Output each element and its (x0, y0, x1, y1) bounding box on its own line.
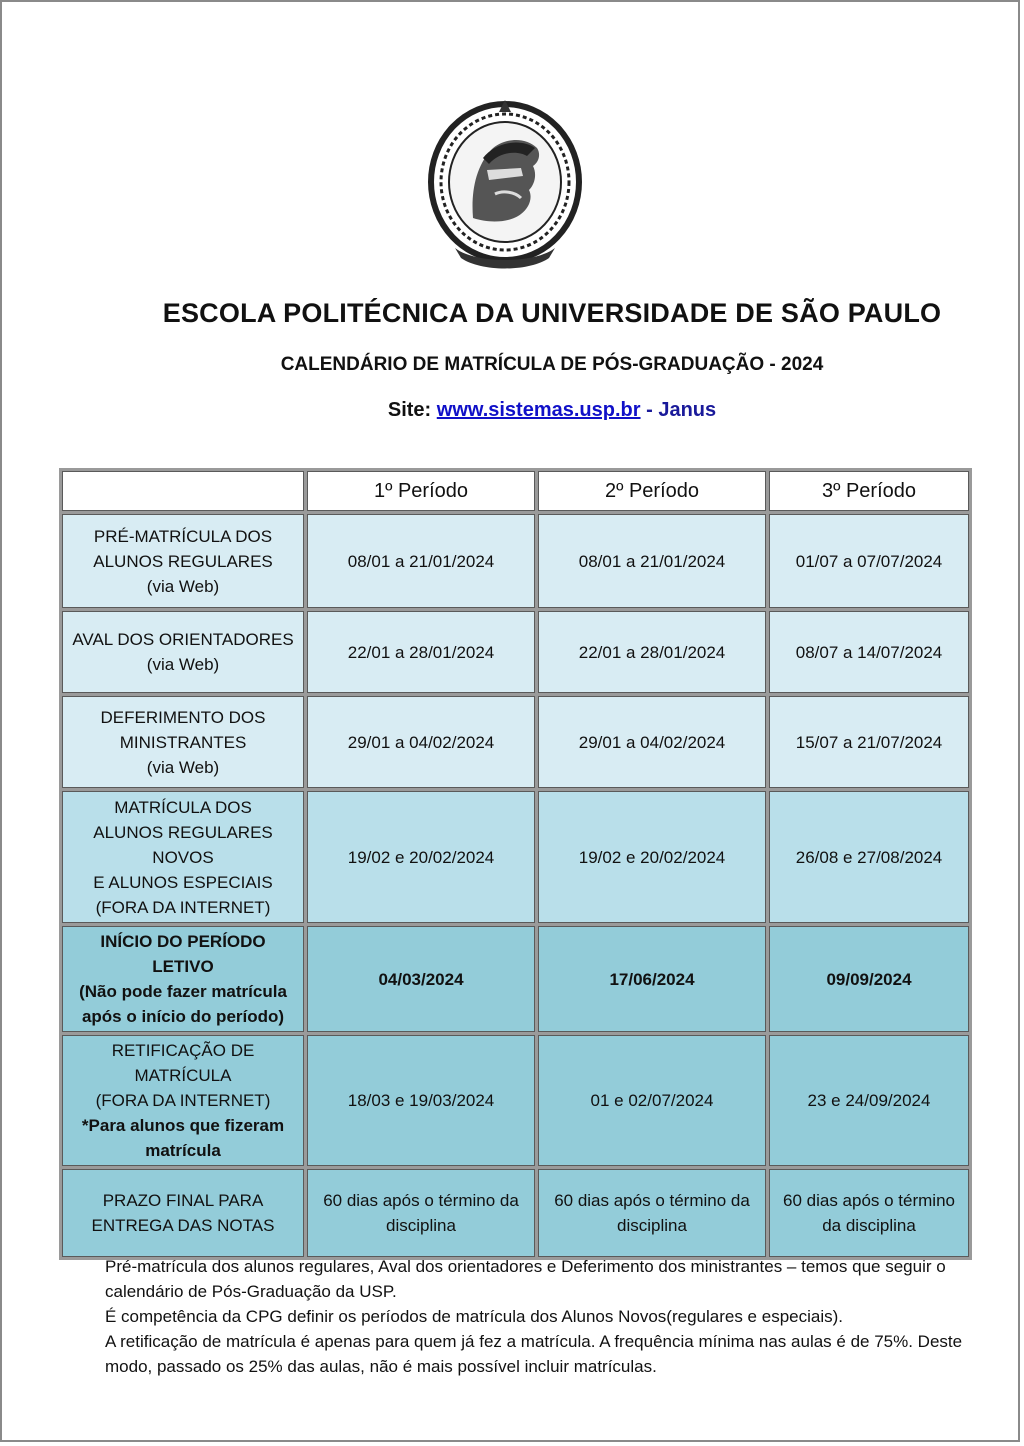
calendar-subtitle: CALENDÁRIO DE MATRÍCULA DE PÓS-GRADUAÇÃO - 2024 (280, 354, 824, 375)
column-header-period-3: 3º Período (769, 471, 969, 511)
table-cell: 19/02 e 20/02/2024 (307, 791, 535, 923)
row-label: AVAL DOS ORIENTADORES (via Web) (62, 611, 304, 693)
table-cell: 09/09/2024 (769, 926, 969, 1032)
table-cell: 01/07 a 07/07/2024 (769, 514, 969, 608)
escola-politecnica-seal-logo (425, 98, 585, 276)
note-paragraph: A retificação de matrícula é apenas para quem já fez a matrícula. A frequência mínima nas aulas é de 75%. Deste modo, passado os 25% das aulas, não é mais possível incluir matrículas. (105, 1332, 963, 1376)
table-row (62, 791, 969, 923)
site-suffix: - Janus (646, 399, 717, 421)
row-label: MATRÍCULA DOS ALUNOS REGULARES NOVOS E ALUNOS ESPECIAIS (FORA DA INTERNET) (62, 791, 304, 923)
table-cell: 01 e 02/07/2024 (538, 1035, 766, 1166)
site-line (2, 399, 1020, 422)
table-cell: 17/06/2024 (538, 926, 766, 1032)
table-cell: 04/03/2024 (307, 926, 535, 1032)
table-cell: 29/01 a 04/02/2024 (307, 696, 535, 788)
table-cell: 15/07 a 21/07/2024 (769, 696, 969, 788)
row-label: PRAZO FINAL PARA ENTREGA DAS NOTAS (62, 1169, 304, 1257)
table-row (62, 1169, 969, 1257)
note-paragraph: Pré-matrícula dos alunos regulares, Aval dos orientadores e Deferimento dos ministrantes – temos que seguir o calendário de Pós-Graduação da USP. (105, 1257, 946, 1301)
row-label: DEFERIMENTO DOS MINISTRANTES (via Web) (62, 696, 304, 788)
table-cell: 22/01 a 28/01/2024 (307, 611, 535, 693)
notes-section (105, 1254, 965, 1379)
row-label: PRÉ-MATRÍCULA DOS ALUNOS REGULARES (via Web) (62, 514, 304, 608)
table-header-row (62, 471, 969, 511)
table-row (62, 514, 969, 608)
table-cell: 19/02 e 20/02/2024 (538, 791, 766, 923)
table-cell: 60 dias após o término da disciplina (769, 1169, 969, 1257)
table-cell: 22/01 a 28/01/2024 (538, 611, 766, 693)
table-row (62, 611, 969, 693)
site-label: Site: (387, 399, 432, 421)
row-label: INÍCIO DO PERÍODO LETIVO (Não pode fazer matrícula após o início do período) (62, 926, 304, 1032)
column-header-empty (62, 471, 304, 511)
column-header-period-1: 1º Período (307, 471, 535, 511)
note-paragraph: É competência da CPG definir os períodos de matrícula dos Alunos Novos(regulares e especiais). (105, 1307, 843, 1326)
enrollment-calendar-table (59, 468, 972, 1260)
table-cell: 08/01 a 21/01/2024 (307, 514, 535, 608)
table-row (62, 926, 969, 1032)
table-row (62, 1035, 969, 1166)
site-link[interactable]: www.sistemas.usp.br (436, 399, 641, 421)
table-cell: 60 dias após o término da disciplina (307, 1169, 535, 1257)
table-cell: 23 e 24/09/2024 (769, 1035, 969, 1166)
table-cell: 60 dias após o término da disciplina (538, 1169, 766, 1257)
table-cell: 08/01 a 21/01/2024 (538, 514, 766, 608)
institution-title: ESCOLA POLITÉCNICA DA UNIVERSIDADE DE SÃO PAULO (162, 298, 942, 328)
table-cell: 29/01 a 04/02/2024 (538, 696, 766, 788)
table-row (62, 696, 969, 788)
column-header-period-2: 2º Período (538, 471, 766, 511)
table-cell: 08/07 a 14/07/2024 (769, 611, 969, 693)
table-cell: 26/08 e 27/08/2024 (769, 791, 969, 923)
row-label: RETIFICAÇÃO DE MATRÍCULA (FORA DA INTERNET) *Para alunos que fizeram matrícula (62, 1035, 304, 1166)
table-cell: 18/03 e 19/03/2024 (307, 1035, 535, 1166)
